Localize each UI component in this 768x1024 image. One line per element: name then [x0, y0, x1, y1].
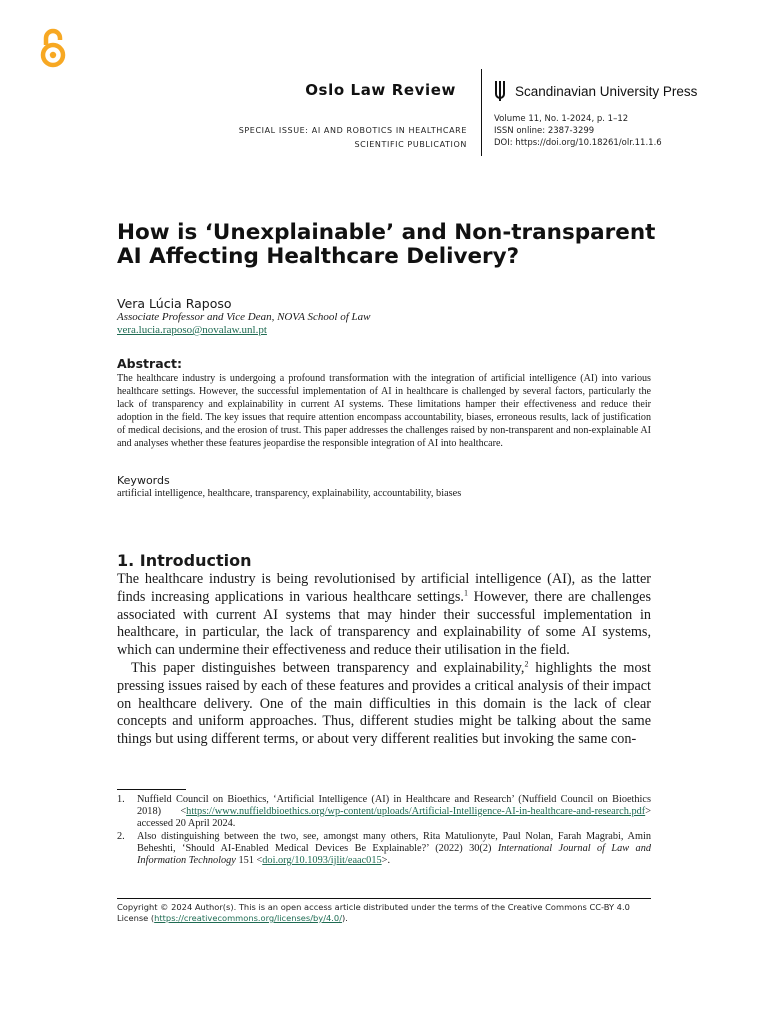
footnote-1-text-a: Nuffield Council on Bioethics, ‘Artificial Intelligence (AI) in Healthcare and Research’ (Nuffield Council on Bioethics 2018) <: [137, 794, 651, 818]
special-issue-block: [239, 124, 467, 152]
introduction-body: [117, 571, 651, 749]
special-issue-label: SPECIAL ISSUE: AI AND ROBOTICS IN HEALTHCARE: [238, 126, 467, 135]
intro-p2-text-b: highlights the most pressing issues raised by each of these features and provides a critical analysis of their impact on healthcare delivery. One of the main difficulties in this domain is the lack of clear concepts and uniform approaches. Thus, different studies might be talking about the same things but using different terms, or about very different realities but invoking the same con-: [117, 659, 651, 748]
footnote-2-text-c: >.: [381, 855, 391, 867]
author-affiliation: Associate Professor and Vice Dean, NOVA School of Law: [117, 311, 371, 323]
intro-paragraph-2: [117, 660, 651, 749]
footnote-ref-1[interactable]: 1: [463, 588, 468, 598]
header-divider: [481, 69, 482, 156]
author-email-link[interactable]: vera.lucia.raposo@novalaw.unl.pt: [117, 324, 267, 336]
copyright-rule: [117, 898, 651, 899]
volume-info: Volume 11, No. 1-2024, p. 1–12: [494, 114, 629, 124]
abstract-heading: Abstract:: [117, 356, 183, 371]
footnote-number: 2.: [117, 830, 125, 842]
footnote-1: [117, 794, 651, 831]
publication-type-label: SCIENTIFIC PUBLICATION: [354, 140, 467, 149]
keywords-text: artificial intelligence, healthcare, transparency, explainability, accountability, biases: [117, 488, 462, 499]
footnote-1-link[interactable]: https://www.nuffieldbioethics.org/wp-content/uploads/Artificial-Intelligence-AI-in-healthcare-and-research.pdf: [186, 806, 646, 818]
footnote-number: 1.: [117, 794, 125, 805]
intro-paragraph-1: [117, 571, 651, 660]
license-link[interactable]: https://creativecommons.org/licenses/by/4.0/: [154, 913, 342, 923]
copyright-notice: [117, 902, 651, 924]
footnotes: [117, 794, 651, 867]
footnote-text: [137, 794, 651, 831]
copyright-text-b: ).: [342, 913, 348, 923]
author-name: Vera Lúcia Raposo: [117, 296, 232, 311]
footnote-2-text-b: 151 <: [235, 855, 263, 867]
intro-p1-text-a: The healthcare industry is being revolutionised by artificial intelligence (AI), as the latter finds increasing applications in various healthcare settings.: [117, 571, 651, 605]
keywords-heading: Keywords: [117, 474, 170, 487]
footnote-1-text-b: > accessed 20 April 2024.: [137, 806, 651, 830]
publisher-logo-icon: [494, 80, 506, 102]
publisher-block: [494, 80, 697, 102]
abstract-text: The healthcare industry is undergoing a profound transformation with the integration of artificial intelligence (AI) into various healthcare settings. However, the successful implementation of AI in healthcare is challenged by several factors, particularly the lack of transparency and explainability in current AI systems. These limitations hamper their effectiveness and reduce their adoption in the field. The key issues that require attention encompass accountability, biases, erroneous results, lack of justification of medical decisions, and the erosion of trust. This paper addresses the challenges raised by non-transparent and non-explainable AI and analyses whether these features jeopardise the responsible integration of AI into healthcare.: [117, 373, 651, 449]
footnote-2-journal: International Journal of Law and Information Technology: [137, 842, 651, 867]
intro-p2-text-a: This paper distinguishes between transparency and explainability,: [131, 659, 525, 676]
open-access-lock-icon: [38, 28, 68, 68]
publisher-name: Scandinavian University Press: [515, 83, 698, 99]
footnote-ref-2[interactable]: 2: [524, 659, 529, 669]
issn-info: ISSN online: 2387-3299: [494, 126, 595, 136]
section-heading-introduction: 1. Introduction: [117, 551, 252, 570]
footnote-2-link[interactable]: doi.org/10.1093/ijlit/eaac015: [262, 855, 382, 867]
intro-p1-text-b: However, there are challenges associated with current AI systems that may hinder their successful implementation in healthcare, in particular, the lack of transparency and explainability of some AI systems, which can undermine their effectiveness and reduce their utilisation in the field.: [117, 588, 651, 659]
footnote-2-text-a: Also distinguishing between the two, see, amongst many others, Rita Matulionyte, Paul Nolan, Farah Magrabi, Amin Beheshti, ‘Should AI-Enabled Medical Devices Be Explainable?’ (2022) 30(2): [137, 830, 651, 854]
publication-info: [494, 113, 662, 149]
footnote-rule: [117, 789, 186, 790]
footnote-2: [117, 831, 651, 868]
article-title: How is ‘Unexplainable’ and Non-transparent AI Affecting Healthcare Delivery?: [117, 220, 656, 269]
doi-info[interactable]: DOI: https://doi.org/10.18261/olr.11.1.6: [494, 138, 662, 148]
journal-title: Oslo Law Review: [305, 81, 456, 99]
footnote-text: [137, 831, 651, 868]
copyright-text-a: Copyright © 2024 Author(s). This is an open access article distributed under the terms of the Creative Commons CC-BY 4.0 License (: [117, 902, 630, 923]
